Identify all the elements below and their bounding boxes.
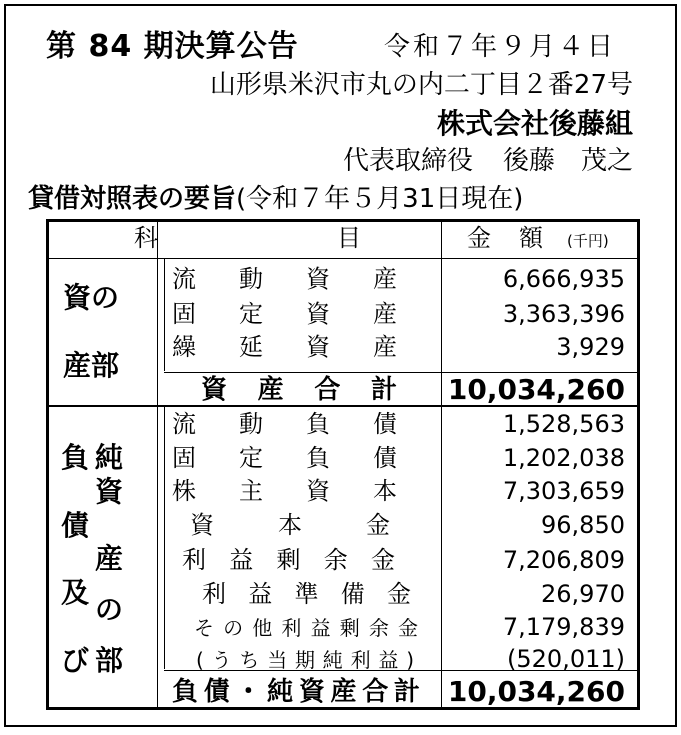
assets-total-label: 資 産 合 計 <box>201 375 397 405</box>
representative-name: 後藤 茂之 <box>502 146 633 176</box>
company-name: 株式会社後藤組 <box>436 107 633 140</box>
liability-row-label: 流 動 負 債 <box>172 410 397 438</box>
liability-row-label: そ の 他 利 益 剰 余 金 <box>194 616 418 640</box>
section-liab-left-2: 債 <box>61 509 90 542</box>
balance-sheet-period: (令和７年５月31日現在) <box>236 184 524 214</box>
liability-row-label: 利 益 剰 余 金 <box>182 546 395 574</box>
section-liab-left-1: 負 <box>61 441 90 474</box>
liability-row-value: 7,303,659 <box>502 477 625 505</box>
liability-row-label: 固 定 負 債 <box>172 444 397 472</box>
liabilities-total-value: 10,034,260 <box>447 675 625 708</box>
section-liab-right-2: 資 <box>95 475 124 508</box>
header-subject-2: 目 <box>337 224 361 252</box>
header-amount-2: 額 <box>519 224 543 252</box>
balance-sheet-title: 貸借対照表の要旨 <box>28 184 237 214</box>
section-liab-right-4: の <box>95 593 124 626</box>
liability-row-value: (520,011) <box>507 645 625 673</box>
liability-row-label: 株 主 資 本 <box>172 477 397 505</box>
balance-sheet-heading <box>28 186 523 212</box>
representative <box>343 148 633 174</box>
asset-row-label: 流 動 資 産 <box>172 265 397 293</box>
assets-total-value: 10,034,260 <box>447 373 625 406</box>
asset-row-label: 固 定 資 産 <box>172 300 397 328</box>
public-notice <box>4 4 677 727</box>
section-liab-right-5: 部 <box>95 644 124 677</box>
notice-date: 令和７年９月４日 <box>384 32 617 62</box>
asset-row-value: 3,929 <box>556 333 625 361</box>
liability-row-value: 96,850 <box>541 511 625 539</box>
liability-row-label: 資 本 金 <box>190 511 390 539</box>
liability-row-label: ( う ち 当 期 純 利 益 ) <box>196 648 414 672</box>
liability-row-value: 1,528,563 <box>502 410 625 438</box>
asset-row-value: 3,363,396 <box>502 300 625 328</box>
notice-title: 第 84 期決算公告 <box>46 29 299 64</box>
liability-row-value: 7,206,809 <box>502 546 625 574</box>
company-address: 山形県米沢市丸の内二丁目２番27号 <box>209 70 633 100</box>
section-liab-right-3: 産 <box>95 542 124 575</box>
balance-sheet-table <box>46 219 640 710</box>
liability-row-value: 7,179,839 <box>502 613 625 641</box>
section-liab-right-1: 純 <box>95 441 124 474</box>
section-liab-left-4: び <box>61 644 90 677</box>
liability-row-label: 利 益 準 備 金 <box>202 580 411 608</box>
section-assets-2: 産部 <box>63 349 120 382</box>
asset-row-value: 6,666,935 <box>502 265 625 293</box>
asset-row-label: 繰 延 資 産 <box>172 333 397 361</box>
header-subject-1: 科 <box>134 224 158 252</box>
liability-row-value: 1,202,038 <box>502 444 625 472</box>
header-amount-1: 金 <box>467 224 491 252</box>
section-assets-1: 資の <box>63 281 120 314</box>
liabilities-total-label: 負 債 ・ 純 資 産 合 計 <box>172 677 420 707</box>
header-unit: (千円) <box>567 232 609 250</box>
representative-title: 代表取締役 <box>342 146 473 176</box>
section-liab-left-3: 及 <box>61 576 90 609</box>
liability-row-value: 26,970 <box>541 580 625 608</box>
